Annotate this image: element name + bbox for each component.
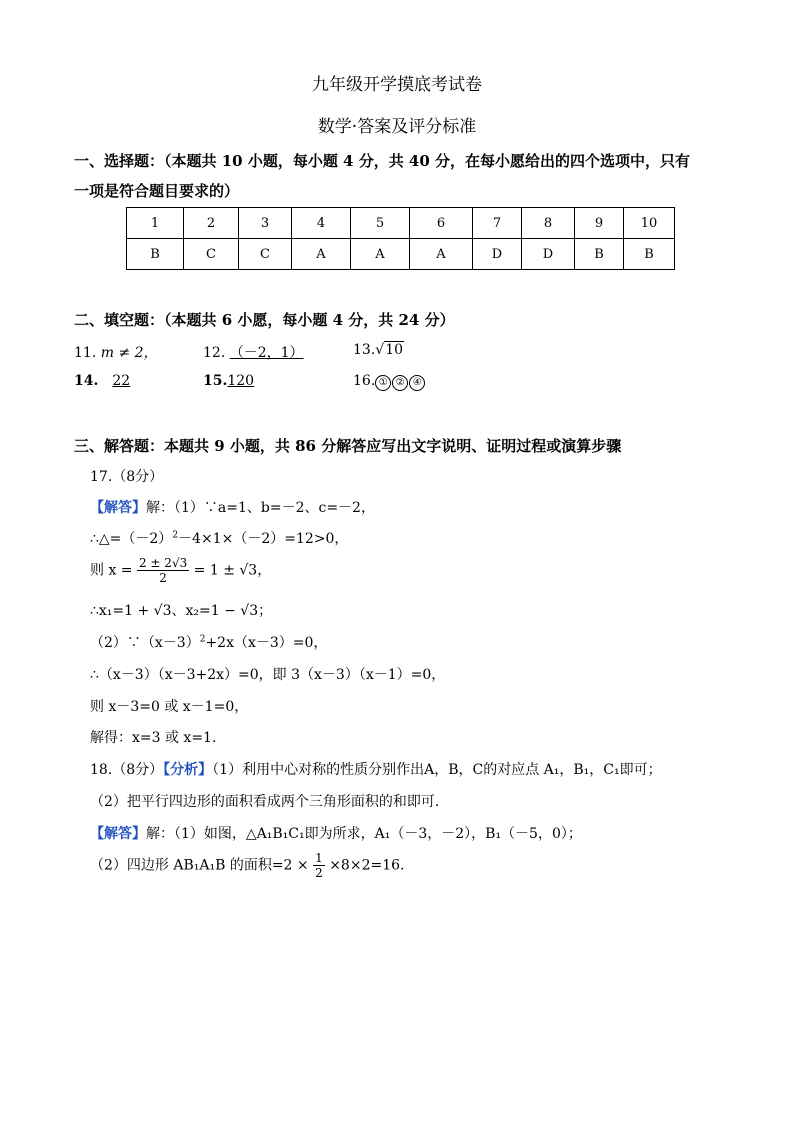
answer-tag: 【解答】 — [90, 826, 146, 842]
q14 — [74, 373, 144, 389]
q17-line6: ∴（x－3）（x－3+2x）=0，即 3（x－3）（x－1）=0， — [90, 667, 446, 683]
answer-cell: B — [624, 239, 675, 270]
q13-answer: 10 — [385, 342, 404, 358]
q16-answer — [375, 373, 426, 389]
question-number-cell: 5 — [351, 208, 410, 239]
question-number-cell: 7 — [473, 208, 522, 239]
q17-text5b: +2x（x－3）=0， — [205, 635, 328, 651]
sqrt-icon: √ — [375, 342, 385, 358]
q12-label: 12. — [203, 345, 226, 361]
q17-line5 — [90, 632, 327, 652]
q18-answer1: 解：（1）如图，△A₁B₁C₁即为所求，A₁（－3，－2），B₁（－5，0）； — [146, 826, 582, 842]
answer-cell: B — [575, 239, 624, 270]
section2-heading: 二、填空题：（本题共 6 小愿，每小题 4 分，共 24 分） — [74, 311, 455, 329]
q17-line4: ∴x₁=1 + √3、x₂=1 − √3； — [90, 603, 273, 619]
fraction-denominator: 2 — [159, 571, 167, 585]
question-number-cell: 4 — [292, 208, 351, 239]
q16 — [353, 373, 426, 391]
fraction-numerator: 1 — [315, 851, 323, 865]
section1-heading-line2: 一项是符合题目要求的） — [74, 182, 240, 200]
answer-cell: B — [127, 239, 184, 270]
q15 — [203, 373, 254, 389]
answer-table-header-row — [127, 208, 675, 239]
analysis-tag: 【分析】 — [163, 762, 213, 778]
q17-label: 17.（8分） — [90, 469, 164, 485]
circled-1: ① — [375, 375, 391, 391]
question-number-cell: 10 — [624, 208, 675, 239]
q18-label: 18.（8分） — [90, 762, 164, 778]
q17-text3-suffix: = 1 ± √3， — [193, 562, 272, 579]
answer-cell: D — [522, 239, 575, 270]
page-subtitle: 数学·答案及评分标准 — [317, 117, 477, 137]
fraction — [137, 556, 189, 585]
q11 — [74, 342, 158, 362]
q12-answer: （－2，1） — [229, 345, 304, 361]
q15-answer: 120 — [227, 373, 255, 389]
q17-text2b: －4×1×（－2）=12>0， — [178, 531, 349, 547]
answer-cell: A — [351, 239, 410, 270]
q11-answer: m ≠ 2， — [100, 345, 158, 361]
q14-label: 14. — [74, 373, 99, 389]
answer-cell: C — [239, 239, 292, 270]
q17-text2-sup: 2 — [172, 530, 179, 541]
q17-line7: 则 x－3=0 或 x－1=0， — [90, 699, 249, 715]
q17-line8: 解得：x=3 或 x=1. — [90, 730, 217, 746]
question-number-cell: 6 — [410, 208, 473, 239]
q17-text5a: （2）∵（x－3） — [90, 635, 200, 651]
q18-answer-line2 — [90, 851, 404, 880]
answer-table — [126, 207, 675, 270]
section3-heading: 三、解答题：本题共 9 小题，共 86 分解答应写出文字说明、证明过程或演算步骤 — [74, 437, 622, 455]
circled-4: ④ — [409, 375, 425, 391]
q18-analysis-line2: （2）把平行四边形的面积看成两个三角形面积的和即可. — [90, 794, 440, 810]
q17-text1: 解：（1）∵a=1、b=－2、c=－2， — [146, 500, 375, 516]
answer-table-answer-row — [127, 239, 675, 270]
question-number-cell: 1 — [127, 208, 184, 239]
q17-line3 — [90, 556, 271, 585]
q14-answer: 22 — [112, 373, 131, 389]
q17-line1 — [90, 497, 375, 517]
fraction-numerator: 2 ± 2√3 — [138, 556, 188, 570]
q17-line2 — [90, 528, 348, 548]
q18-analysis-line1 — [90, 759, 662, 779]
circled-2: ② — [392, 375, 408, 391]
q11-label: 11. — [74, 345, 97, 361]
question-number-cell: 9 — [575, 208, 624, 239]
question-number-cell: 3 — [239, 208, 292, 239]
page-title: 九年级开学摸底考试卷 — [312, 75, 482, 95]
q15-label: 15. — [203, 373, 228, 389]
answer-cell: A — [410, 239, 473, 270]
q13 — [353, 342, 404, 358]
q17-text3-prefix: 则 x = — [90, 562, 133, 579]
q18-answer2-prefix: （2）四边形 AB₁A₁B 的面积=2 × — [90, 857, 309, 874]
question-number-cell: 8 — [522, 208, 575, 239]
fraction — [313, 851, 325, 880]
section1-heading-line1: 一、选择题：（本题共 10 小题，每小题 4 分，共 40 分，在每小愿给出的四个选项中，只有 — [74, 152, 691, 170]
answer-tag: 【解答】 — [90, 500, 146, 516]
answer-cell: A — [292, 239, 351, 270]
q18-analysis1: （1）利用中心对称的性质分别作出A，B，C的对应点 A₁，B₁，C₁即可； — [212, 762, 662, 778]
q13-label: 13. — [353, 342, 376, 358]
q17-text2a: ∴△=（－2） — [90, 531, 173, 547]
q16-label: 16. — [353, 373, 376, 389]
q18-answer-line1 — [90, 823, 582, 843]
answer-cell: D — [473, 239, 522, 270]
q17-text5-sup: 2 — [199, 634, 206, 645]
answer-cell: C — [184, 239, 239, 270]
q12 — [203, 342, 316, 362]
fraction-denominator: 2 — [315, 866, 323, 880]
q18-answer2-suffix: ×8×2=16. — [329, 857, 405, 874]
question-number-cell: 2 — [184, 208, 239, 239]
